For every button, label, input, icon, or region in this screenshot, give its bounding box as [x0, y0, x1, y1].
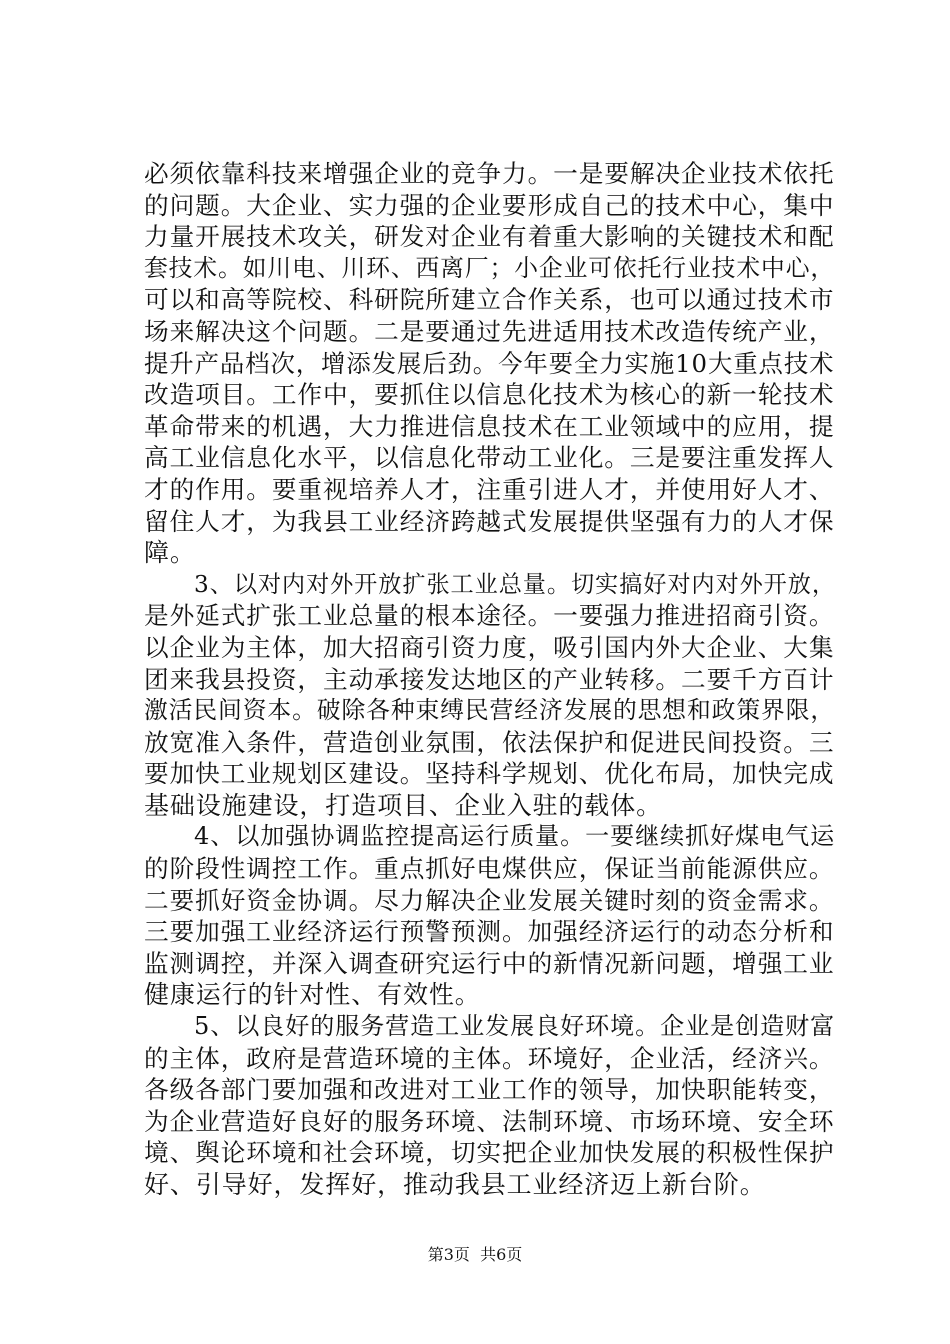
text-line: 5、以良好的服务营造工业发展良好环境。企业是创造财富 — [194, 1012, 836, 1041]
text-line: 革命带来的机遇，大力推进信息技术在工业领域中的应用，提 — [144, 411, 835, 441]
text-line: 必须依靠科技来增强企业的竞争力。一是要解决企业技术依托 — [144, 159, 835, 188]
text-line: 三要加强工业经济运行预警预测。加强经济运行的动态分析和 — [144, 917, 835, 947]
text-line: 场来解决这个问题。二是要通过先进适用技术改造传统产业， — [144, 316, 835, 346]
text-line: 要加快工业规划区建设。坚持科学规划、优化布局，加快完成 — [144, 759, 835, 789]
text-line: 力量开展技术攻关，研发对企业有着重大影响的关键技术和配 — [144, 222, 835, 252]
text-line: 留住人才，为我县工业经济跨越式发展提供坚强有力的人才保 — [144, 506, 835, 536]
page-total: 共6页 — [480, 1245, 523, 1264]
text-line: 可以和高等院校、科研院所建立合作关系，也可以通过技术市 — [144, 285, 835, 315]
text-line: 的阶段性调控工作。重点抓好电煤供应，保证当前能源供应。 — [144, 854, 835, 884]
text-line: 激活民间资本。破除各种束缚民营经济发展的思想和政策界限， — [144, 696, 836, 725]
text-line: 基础设施建设，打造项目、企业入驻的载体。 — [144, 790, 663, 820]
text-line: 以企业为主体，加大招商引资力度，吸引国内外大企业、大集 — [144, 632, 835, 662]
text-line: 二要抓好资金协调。尽力解决企业发展关键时刻的资金需求。 — [144, 885, 835, 915]
text-line: 为企业营造好良好的服务环境、法制环境、市场环境、安全环 — [144, 1106, 835, 1136]
text-line: 监测调控，并深入调查研究运行中的新情况新问题，增强工业 — [144, 948, 835, 978]
text-line: 团来我县投资，主动承接发达地区的产业转移。二要千方百计 — [144, 664, 835, 694]
text-line: 高工业信息化水平，以信息化带动工业化。三是要注重发挥人 — [144, 443, 835, 473]
text-line: 放宽准入条件，营造创业氛围，依法保护和促进民间投资。三 — [144, 727, 835, 757]
text-line: 3、以对内对外开放扩张工业总量。切实搞好对内对外开放， — [194, 570, 836, 598]
document-body — [144, 158, 834, 1201]
text-line: 才的作用。要重视培养人才，注重引进人才，并使用好人才、 — [144, 474, 835, 504]
text-line: 4、以加强协调监控提高运行质量。一要继续抓好煤电气运 — [194, 822, 836, 851]
text-line: 各级各部门要加强和改进对工业工作的领导，加快职能转变， — [144, 1075, 835, 1105]
text-line: 的问题。大企业、实力强的企业要形成自己的技术中心，集中 — [144, 190, 835, 220]
text-line: 提升产品档次，增添发展后劲。今年要全力实施10大重点技术 — [144, 348, 835, 378]
text-line: 境、舆论环境和社会环境，切实把企业加快发展的积极性保护 — [144, 1138, 835, 1168]
text-line: 是外延式扩张工业总量的根本途径。一要强力推进招商引资。 — [144, 601, 835, 631]
text-line: 障。 — [144, 538, 196, 568]
text-line: 改造项目。工作中，要抓住以信息化技术为核心的新一轮技术 — [144, 380, 835, 410]
text-line: 健康运行的针对性、有效性。 — [144, 980, 481, 1010]
text-line: 的主体，政府是营造环境的主体。环境好，企业活，经济兴。 — [144, 1043, 835, 1073]
text-line: 套技术。如川电、川环、西离厂；小企业可依托行业技术中心， — [144, 253, 836, 282]
text-line: 好、引导好，发挥好，推动我县工业经济迈上新台阶。 — [144, 1170, 766, 1199]
page-footer — [0, 1244, 950, 1266]
page-number: 第3页 — [427, 1245, 470, 1264]
